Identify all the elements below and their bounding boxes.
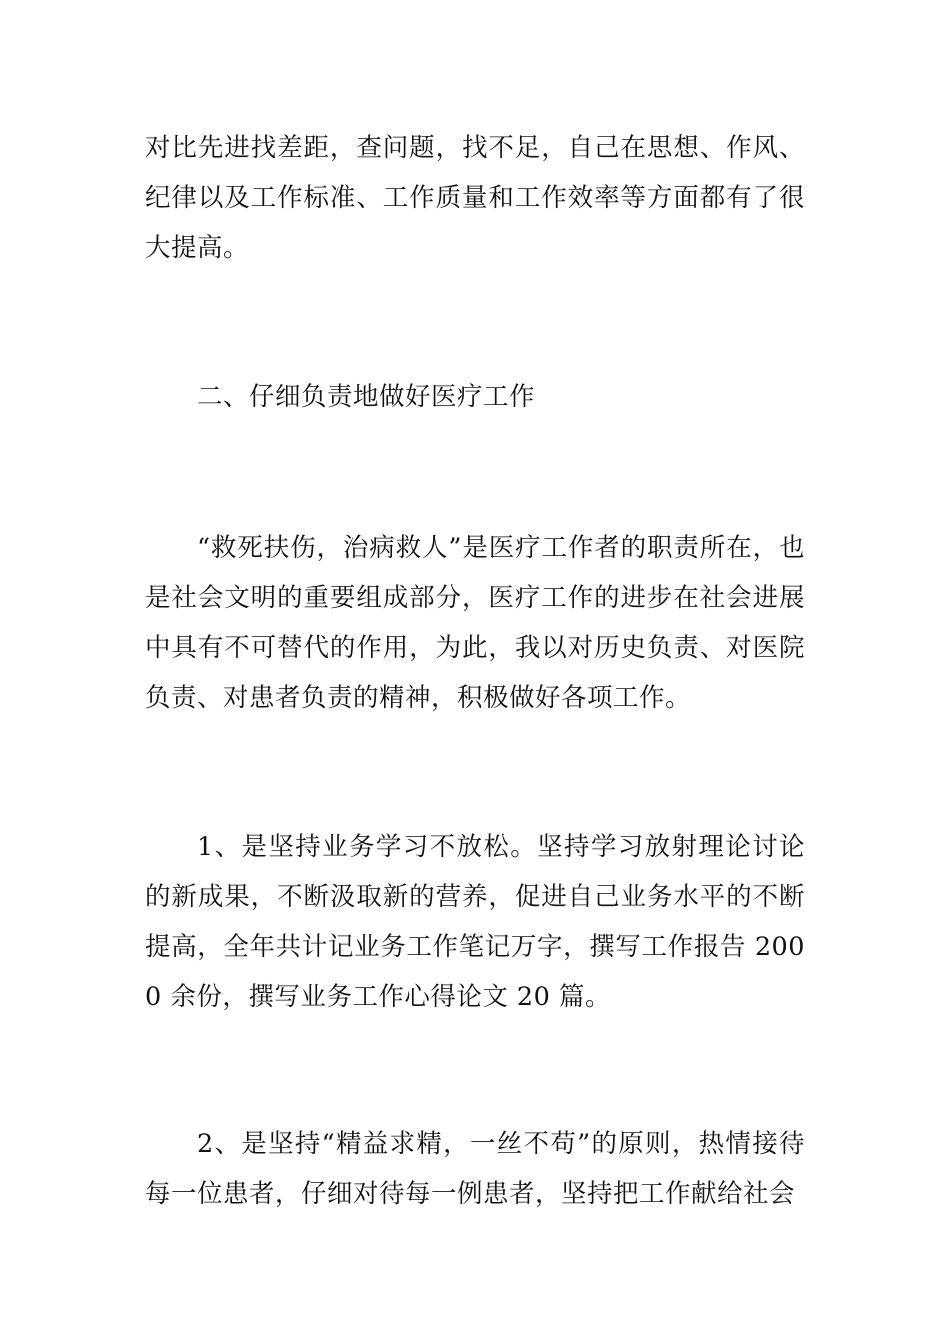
paragraph-business-study: 1、是坚持业务学习不放松。坚持学习放射理论讨论的新成果，不断汲取新的营养，促进自己业务水平的不断提高，全年共计记业务工作笔记万字，撰写工作报告 2000 余份，撰写业务工作心得论文 20 篇。: [145, 832, 805, 1012]
paragraph-self-improvement: 对比先进找差距，查问题，找不足，自己在思想、作风、纪律以及工作标准、工作质量和工作效率等方面都有了很大提高。: [145, 133, 805, 263]
section-heading-medical-work: 二、仔细负责地做好医疗工作: [197, 382, 536, 412]
paragraph-patient-care: 2、是坚持“精益求精，一丝不苟”的原则，热情接待每一位患者，仔细对待每一例患者，坚持把工作献给社会: [145, 1129, 805, 1209]
paragraph-medical-duty: “救死扶伤，治病救人”是医疗工作者的职责所在，也是社会文明的重要组成部分，医疗工作的进步在社会进展中具有不可替代的作用，为此，我以对历史负责、对医院负责、对患者负责的精神，积极做好各项工作。: [145, 533, 805, 713]
